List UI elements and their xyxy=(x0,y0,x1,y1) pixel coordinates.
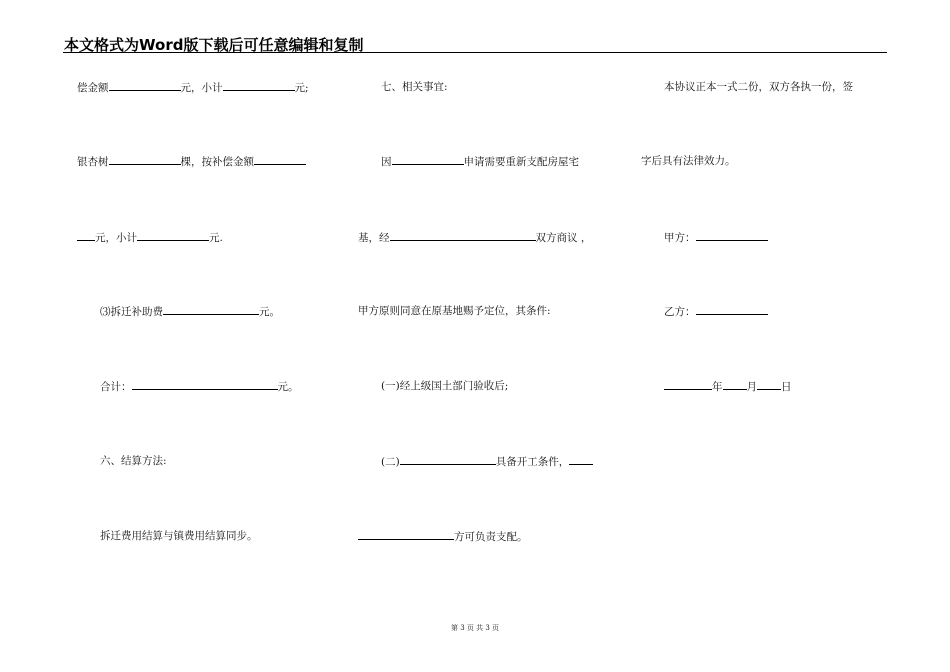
text: (二) xyxy=(381,456,400,468)
text: 合计： xyxy=(100,381,132,393)
col1-line-7: 拆迁费用结算与镇费用结算同步。 xyxy=(100,530,258,542)
col3-line-5 xyxy=(664,379,792,394)
text: 偿金额 xyxy=(77,82,109,94)
blank xyxy=(163,304,259,315)
col3-line-3 xyxy=(664,230,768,245)
blank xyxy=(757,379,781,390)
col2-line-4: 甲方原则同意在原基地赐予定位，其条件: xyxy=(358,305,551,317)
col1-line-4 xyxy=(100,304,280,319)
blank xyxy=(109,80,181,91)
text: 元，小计 xyxy=(95,232,137,244)
text: 具备开工条件， xyxy=(495,456,570,468)
col3-line-2: 字后具有法律效力。 xyxy=(641,155,736,167)
blank xyxy=(358,529,454,540)
col1-line-2 xyxy=(77,154,306,169)
page-footer: 第 3 页 共 3 页 xyxy=(450,624,500,632)
blank xyxy=(696,230,768,241)
col3-line-4 xyxy=(664,304,768,319)
col2-line-7 xyxy=(358,529,528,544)
text: 申请需要重新支配房屋宅 xyxy=(463,156,579,168)
text: 方可负责支配。 xyxy=(454,531,528,543)
text: 元。 xyxy=(277,381,299,393)
blank xyxy=(254,154,306,165)
col2-line-2 xyxy=(381,154,579,169)
header-rule xyxy=(63,52,887,53)
col1-line-6: 六、结算方法: xyxy=(100,455,167,467)
blank xyxy=(569,454,593,465)
blank xyxy=(132,379,278,390)
text: 双方商议 ， xyxy=(535,232,592,244)
text: 棵，按补偿金额 xyxy=(180,156,254,168)
blank xyxy=(392,154,464,165)
blank xyxy=(723,379,747,390)
col2-line-5: (一)经上级国土部门验收后; xyxy=(381,380,509,392)
col1-line-3 xyxy=(77,230,223,245)
col1-line-5 xyxy=(100,379,299,394)
text: 元，小计 xyxy=(180,82,223,94)
text: 甲方： xyxy=(664,232,696,244)
blank xyxy=(664,379,712,390)
header-title: 本文格式为Word版下载后可任意编辑和复制 xyxy=(64,36,364,54)
text: 元. xyxy=(209,232,223,244)
blank xyxy=(137,230,209,241)
text: 因 xyxy=(381,156,392,168)
col2-line-3 xyxy=(358,230,591,245)
text: 年 xyxy=(712,381,723,393)
text: ⑶拆迁补助费 xyxy=(100,306,163,318)
blank xyxy=(223,80,295,91)
col3-line-1: 本协议正本一式二份，双方各执一份，签 xyxy=(664,81,853,93)
text: 元; xyxy=(294,82,309,94)
col1-line-1 xyxy=(77,80,309,95)
blank xyxy=(696,304,768,315)
text: 月 xyxy=(746,381,757,393)
text: 元。 xyxy=(259,306,280,318)
blank xyxy=(400,454,496,465)
text: 基，经 xyxy=(358,232,390,244)
text: 乙方： xyxy=(664,306,696,318)
text: 日 xyxy=(781,381,792,393)
blank xyxy=(77,230,95,241)
col2-line-6 xyxy=(381,454,593,469)
blank xyxy=(390,230,536,241)
blank xyxy=(109,154,181,165)
text: 银杏树 xyxy=(77,156,109,168)
col2-line-1: 七、相关事宜: xyxy=(381,81,448,93)
